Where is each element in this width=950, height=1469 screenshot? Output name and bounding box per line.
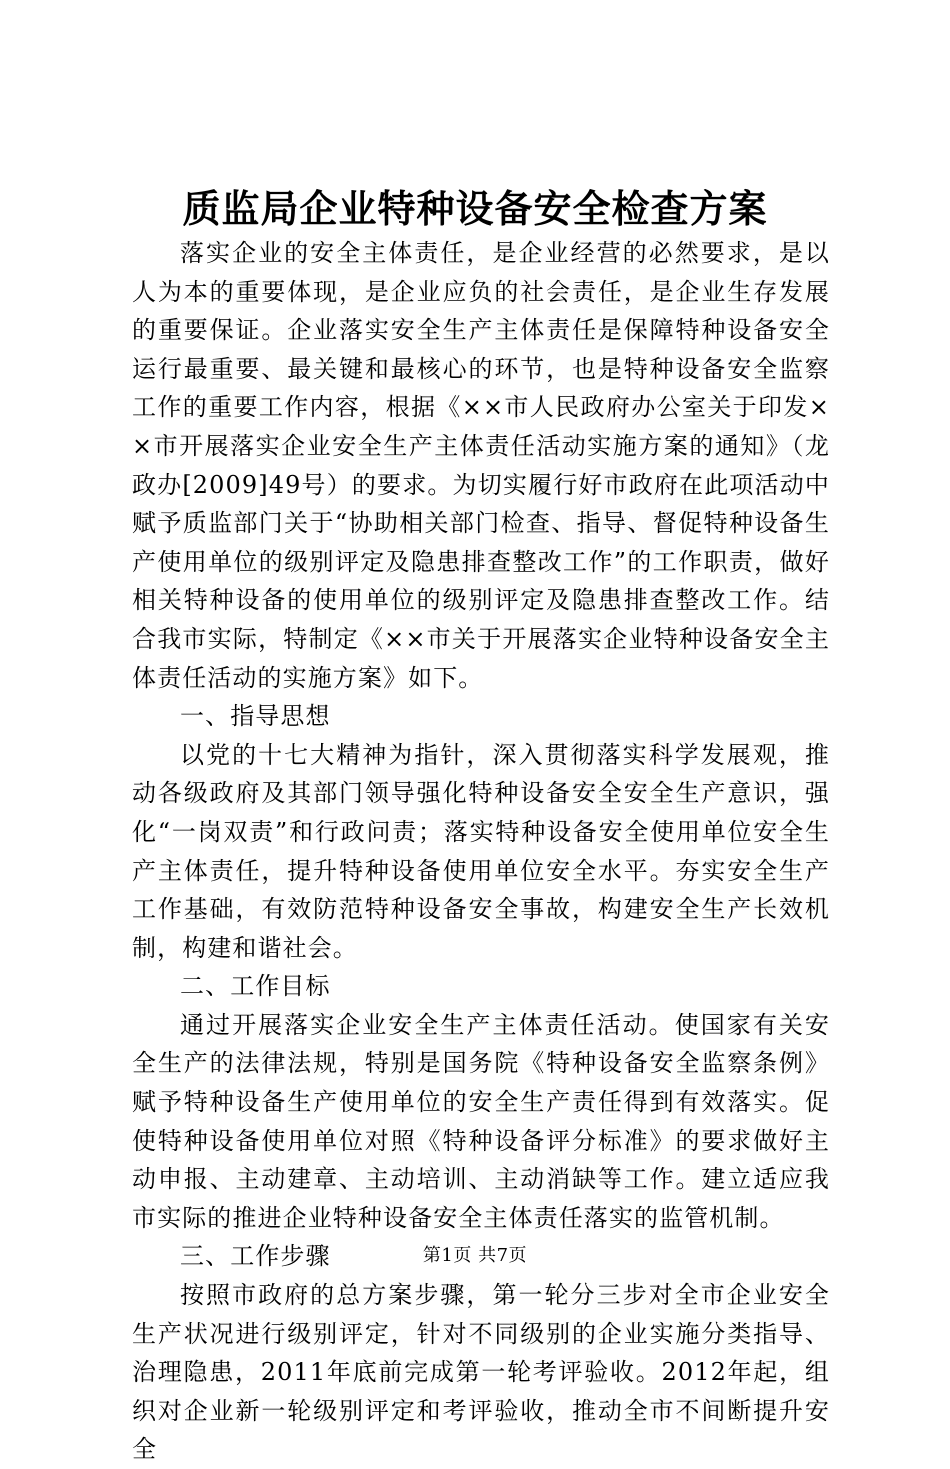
section-heading-work-goals: 二、工作目标: [180, 972, 331, 1001]
page-number-footer: 第1页 共7页: [422, 1245, 528, 1266]
document-title: 质监局企业特种设备安全检查方案: [182, 186, 768, 231]
section-heading-work-steps: 三、工作步骤: [180, 1242, 331, 1271]
section-text-work-steps: 按照市政府的总方案步骤，第一轮分三步对全市企业安全生产状况进行级别评定，针对不同级别的企业实施分类指导、治理隐患，2011年底前完成第一轮考评验收。2012年起，组织对企业新一轮级别评定和考评验收，推动全市不间断提升安全: [132, 1281, 830, 1464]
section-text-work-goals: 通过开展落实企业安全生产主体责任活动。使国家有关安全生产的法律法规，特别是国务院《特种设备安全监察条例》赋予特种设备生产使用单位的安全生产责任得到有效落实。促使特种设备使用单位对照《特种设备评分标准》的要求做好主动申报、主动建章、主动培训、主动消缺等工作。建立适应我市实际的推进企业特种设备安全主体责任落实的监管机制。: [132, 1010, 830, 1232]
section-heading-guiding-ideology: 一、指导思想: [180, 702, 331, 731]
document-body: [132, 234, 830, 1469]
section-text-guiding-ideology: 以党的十七大精神为指针，深入贯彻落实科学发展观，推动各级政府及其部门领导强化特种设备安全安全生产意识，强化“一岗双责”和行政问责；落实特种设备安全使用单位安全生产主体责任，提升特种设备使用单位安全水平。夯实安全生产工作基础，有效防范特种设备安全事故，构建安全生产长效机制，构建和谐社会。: [132, 740, 830, 962]
intro-paragraph: 落实企业的安全主体责任，是企业经营的必然要求，是以人为本的重要体现，是企业应负的社会责任，是企业生存发展的重要保证。企业落实安全生产主体责任是保障特种设备安全运行最重要、最关键和最核心的环节，也是特种设备安全监察工作的重要工作内容，根据《××市人民政府办公室关于印发××市开展落实企业安全生产主体责任活动实施方案的通知》（龙政办[2009]49号）的要求。为切实履行好市政府在此项活动中赋予质监部门关于“协助相关部门检查、指导、督促特种设备生产使用单位的级别评定及隐患排查整改工作”的工作职责，做好相关特种设备的使用单位的级别评定及隐患排查整改工作。结合我市实际，特制定《××市关于开展落实企业特种设备安全主体责任活动的实施方案》如下。: [132, 239, 830, 692]
